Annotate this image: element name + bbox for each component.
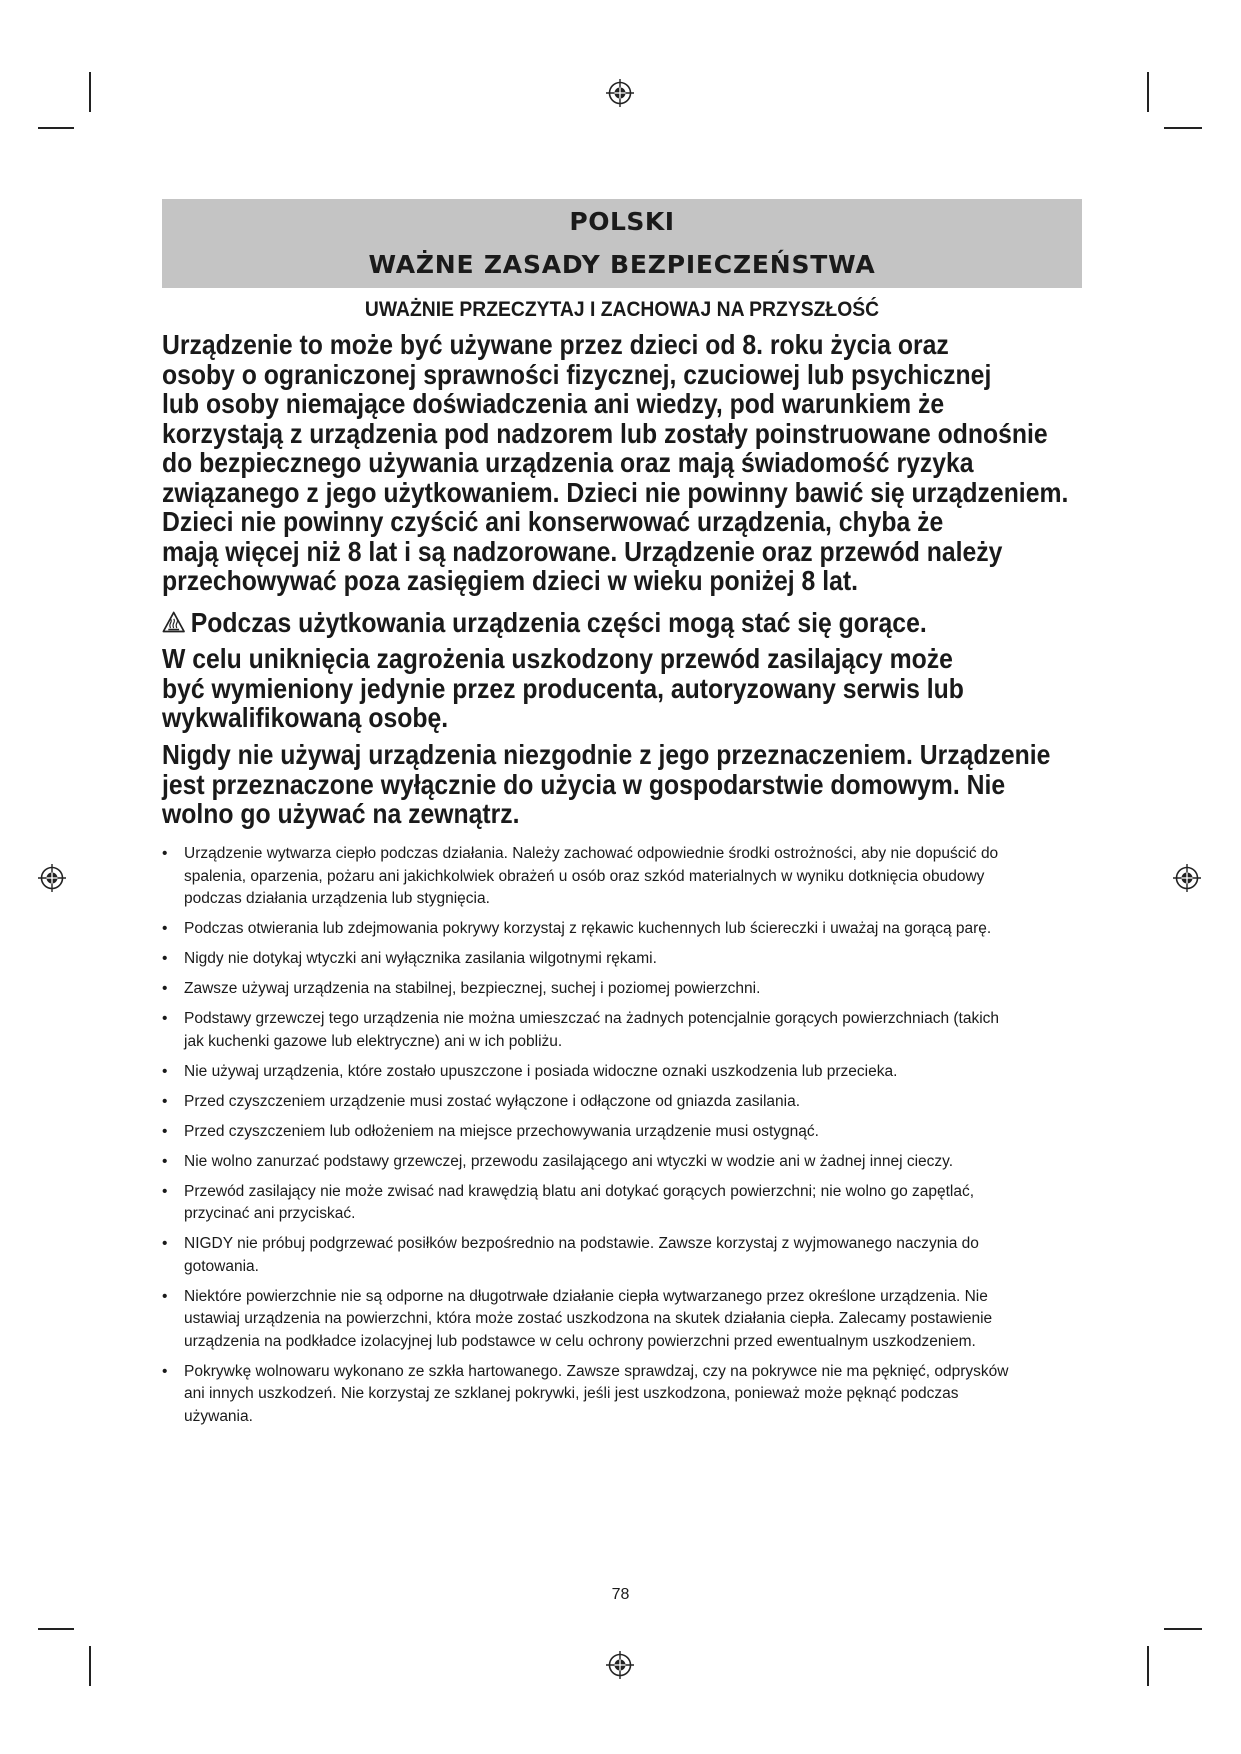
list-item: • Nie wolno zanurzać podstawy grzewczej, przewodu zasilającego ani wtyczki w wodzie ani w żadnej innej cieczy. — [162, 1151, 1092, 1174]
registration-mark-icon — [605, 1650, 635, 1680]
list-item: • Podstawy grzewczej tego urządzenia nie można umieszczać na żadnych potencjalnie gorących powierzchniach (takich jak kuchenki gazowe lub elektryczne) ani w ich pobliżu. — [162, 1010, 1000, 1050]
intro-paragraph — [162, 329, 1069, 596]
usage-line: Nigdy nie używaj urządzenia niezgodnie z jego przeznaczeniem. Urządzenie — [162, 739, 1051, 770]
registration-mark-icon — [605, 78, 635, 108]
list-item: • Przed czyszczeniem lub odłożeniem na miejsce przechowywania urządzenie musi ostygnąć. — [162, 1121, 1092, 1144]
crop-mark — [1147, 72, 1149, 112]
list-item: • Przed czyszczeniem urządzenie musi zostać wyłączone i odłączone od gniazda zasilania. — [162, 1091, 1092, 1114]
crop-mark — [89, 72, 91, 112]
registration-mark-icon — [37, 863, 67, 893]
intro-line: osoby o ograniczonej sprawności fizycznej, czuciowej lub psychicznej — [162, 358, 992, 390]
list-item: • Zawsze używaj urządzenia na stabilnej, bezpiecznej, suchej i poziomej powierzchni. — [162, 978, 1092, 1001]
intro-line: mają więcej niż 8 lat i są nadzorowane. Urządzenie oraz przewód należy — [162, 535, 1003, 567]
list-item: • NIGDY nie próbuj podgrzewać posiłków bezpośrednio na podstawie. Zawsze korzystaj z wyjmowanego naczynia do gotowania. — [162, 1235, 979, 1275]
cord-line: wykwalifikowaną osobę. — [162, 702, 449, 733]
bullet-marker: • — [162, 1152, 168, 1170]
list-item: • Podczas otwierania lub zdejmowania pokrywy korzystaj z rękawic kuchennych lub ściereczki i uważaj na gorącą parę. — [162, 918, 1092, 941]
bullet-marker: • — [162, 1092, 168, 1110]
intro-line: lub osoby niemające doświadczenia ani wiedzy, pod warunkiem że — [162, 388, 945, 419]
usage-line: wolno go używać na zewnątrz. — [162, 798, 520, 829]
language-heading: POLSKI — [569, 207, 675, 236]
intro-line: Dzieci nie powinny czyścić ani konserwować urządzenia, chyba że — [162, 506, 944, 537]
intro-line: Urządzenie to może być używane przez dzieci od 8. roku życia oraz — [162, 329, 949, 360]
list-item: • Nie używaj urządzenia, które zostało upuszczone i posiada widoczne oznaki uszkodzenia lub przecieka. — [162, 1061, 1092, 1084]
crop-mark — [38, 1628, 74, 1630]
bullet-marker: • — [162, 1062, 168, 1080]
crop-mark — [1164, 1628, 1202, 1630]
hot-surface-warning — [162, 608, 999, 638]
bullet-marker: • — [162, 950, 168, 967]
bullet-marker: • — [162, 1122, 168, 1140]
bullet-marker: • — [162, 1235, 168, 1252]
cord-line: być wymieniony jedynie przez producenta, autoryzowany serwis lub — [162, 672, 964, 704]
crop-mark — [89, 1646, 91, 1686]
usage-line: jest przeznaczone wyłącznie do użycia w gospodarstwie domowym. Nie — [162, 768, 1006, 800]
bullet-marker: • — [162, 1182, 168, 1200]
cord-line: W celu uniknięcia zagrożenia uszkodzony przewód zasilający może — [162, 643, 953, 674]
hot-surface-warning-icon — [162, 611, 185, 633]
cord-replacement-paragraph — [162, 644, 999, 733]
crop-mark — [1164, 127, 1202, 129]
intro-line: związanego z jego użytkowaniem. Dzieci nie powinny bawić się urządzeniem. — [162, 476, 1069, 508]
bullet-marker: • — [162, 980, 168, 997]
intro-line: do bezpiecznego używania urządzenia oraz mają świadomość ryzyka — [162, 447, 974, 478]
safety-bullet-list — [162, 843, 1092, 1436]
bullet-marker: • — [162, 1287, 168, 1305]
list-item: • Niektóre powierzchnie nie są odporne na długotrwałe działanie ciepła wytwarzanego przez określone urządzenia. Nie ustawiaj urządzenia na powierzchni, która może zostać uszkodzona na skutek działania ciepła. Zalecamy postawienie urządzenia na podkładce izolacyjnej lub podstawce w celu ochrony powierzchni przed ewentualnym uszkodzeniem. — [162, 1287, 993, 1350]
list-item: • Pokrywkę wolnowaru wykonano ze szkła hartowanego. Zawsze sprawdzaj, czy na pokrywce nie ma pęknięć, odprysków ani innych uszkodzeń. Nie korzystaj ze szklanej pokrywki, jeśli jest uszkodzona, ponieważ może pęknąć podczas używania. — [162, 1362, 1009, 1425]
bullet-marker: • — [162, 1010, 168, 1027]
bullet-marker: • — [162, 920, 168, 937]
crop-mark — [1147, 1646, 1149, 1686]
list-item: • Urządzenie wytwarza ciepło podczas działania. Należy zachować odpowiednie środki ostrożności, aby nie dopuścić do spalenia, oparzenia, pożaru ani jakichkolwiek obrażeń u osób oraz szkód materialnych w wyniku dotknięcia obudowy podczas działania urządzenia lub stygnięcia. — [162, 845, 999, 907]
list-item: • Nigdy nie dotykaj wtyczki ani wyłącznika zasilania wilgotnymi rękami. — [162, 948, 1092, 971]
intro-line: przechowywać poza zasięgiem dzieci w wieku poniżej 8 lat. — [162, 565, 858, 596]
hot-warning-text: Podczas użytkowania urządzenia części mogą stać się gorące. — [190, 607, 927, 638]
bullet-marker: • — [162, 1362, 168, 1380]
safety-title: WAŻNE ZASADY BEZPIECZEŃSTWA — [368, 250, 876, 279]
page-number: 78 — [611, 1586, 630, 1603]
intended-use-paragraph — [162, 739, 1051, 829]
intro-line: korzystają z urządzenia pod nadzorem lub zostały poinstruowane odnośnie — [162, 417, 1048, 449]
section-header-band — [162, 199, 1082, 288]
crop-mark — [38, 127, 74, 129]
registration-mark-icon — [1172, 863, 1202, 893]
bullet-marker: • — [162, 845, 168, 862]
read-and-keep-subtitle: UWAŻNIE PRZECZYTAJ I ZACHOWAJ NA PRZYSZŁOŚĆ — [364, 298, 880, 321]
list-item: • Przewód zasilający nie może zwisać nad krawędzią blatu ani dotykać gorących powierzchni; nie wolno go zapętlać, przycinać ani przyciskać. — [162, 1182, 975, 1222]
